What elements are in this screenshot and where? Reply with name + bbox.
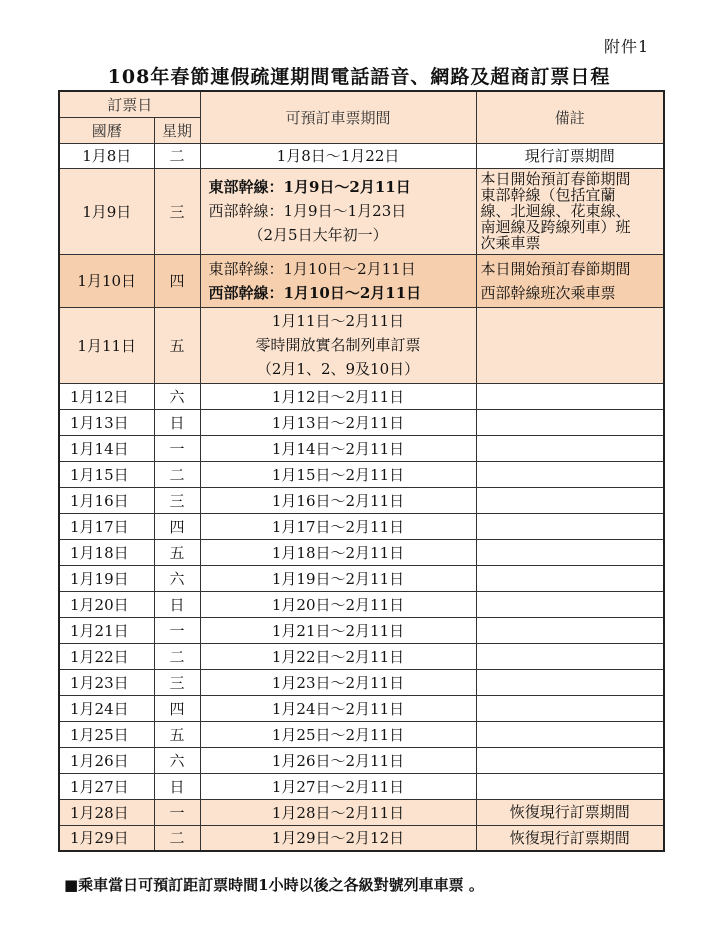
header-period: 可預訂車票期間 [200,91,476,143]
weekday-cell: 二 [154,825,200,851]
period-cell: 1月27日～2月11日 [200,773,476,799]
weekday-cell: 日 [154,409,200,435]
period-cell [200,168,476,254]
remark-cell [476,383,664,409]
table-row [59,168,664,254]
period-cell [200,307,476,383]
table-row [59,307,664,383]
weekday-cell: 一 [154,617,200,643]
weekday-cell: 六 [154,565,200,591]
weekday-cell: 三 [154,669,200,695]
table-row [59,461,664,487]
date-cell: 1月23日 [59,669,154,695]
remark-cell: 恢復現行訂票期間 [476,799,664,825]
table-row [59,695,664,721]
remark-cell [476,695,664,721]
date-cell: 1月22日 [59,643,154,669]
period-cell: 1月16日～2月11日 [200,487,476,513]
weekday-cell: 二 [154,461,200,487]
period-line: （2月5日大年初一） [248,226,388,244]
period-cell: 1月28日～2月11日 [200,799,476,825]
period-cell: 1月14日～2月11日 [200,435,476,461]
weekday-cell: 四 [154,254,200,307]
date-cell: 1月16日 [59,487,154,513]
date-cell: 1月14日 [59,435,154,461]
date-cell: 1月11日 [59,307,154,383]
table-row [59,669,664,695]
footer-note: ■乘車當日可預訂距訂票時間1小時以後之各級對號列車車票 。 [64,876,484,894]
date-cell: 1月24日 [59,695,154,721]
remark-cell [476,409,664,435]
date-cell: 1月29日 [59,825,154,851]
remark-cell [476,487,664,513]
weekday-cell: 二 [154,643,200,669]
period-cell: 1月13日～2月11日 [200,409,476,435]
weekday-cell: 日 [154,773,200,799]
period-cell: 1月24日～2月11日 [200,695,476,721]
date-cell: 1月10日 [59,254,154,307]
table-row [59,799,664,825]
period-cell: 1月15日～2月11日 [200,461,476,487]
date-cell: 1月20日 [59,591,154,617]
period-line: 零時開放實名制列車訂票 [255,336,421,354]
date-cell: 1月18日 [59,539,154,565]
header-date: 國曆 [59,117,154,143]
weekday-cell: 一 [154,799,200,825]
period-cell: 1月23日～2月11日 [200,669,476,695]
table-row [59,617,664,643]
period-cell [200,254,476,307]
remark-cell [476,539,664,565]
table-row [59,825,664,851]
date-cell: 1月15日 [59,461,154,487]
weekday-cell: 五 [154,307,200,383]
date-cell: 1月9日 [59,168,154,254]
date-cell: 1月27日 [59,773,154,799]
remark-cell [476,461,664,487]
period-cell: 1月12日～2月11日 [200,383,476,409]
weekday-cell: 三 [154,168,200,254]
period-line: 西部幹線：1月10日～2月11日 [208,283,422,302]
header-remark: 備註 [476,91,664,143]
period-line: 1月11日～2月11日 [271,312,405,330]
remark-cell [476,773,664,799]
date-cell: 1月12日 [59,383,154,409]
weekday-cell: 六 [154,747,200,773]
remark-cell: 現行訂票期間 [476,143,664,168]
table-row [59,747,664,773]
table-row [59,409,664,435]
date-cell: 1月26日 [59,747,154,773]
remark-line: 次乘車票 [480,234,541,252]
remark-cell: 恢復現行訂票期間 [476,825,664,851]
table-row [59,487,664,513]
remark-cell [476,435,664,461]
period-line: 東部幹線：1月9日～2月11日 [208,178,411,196]
weekday-cell: 五 [154,539,200,565]
weekday-cell: 四 [154,513,200,539]
remark-line: 本日開始預訂春節期間 [480,259,631,278]
period-cell: 1月20日～2月11日 [200,591,476,617]
table-row [59,143,664,168]
table-row [59,721,664,747]
attachment-label: 附件1 [604,37,650,56]
date-cell: 1月25日 [59,721,154,747]
weekday-cell: 五 [154,721,200,747]
table-row [59,513,664,539]
remark-line: 線、北迴線、花東線、 [480,202,631,220]
period-cell: 1月17日～2月11日 [200,513,476,539]
remark-cell [476,307,664,383]
remark-cell [476,591,664,617]
table-row [59,643,664,669]
date-cell: 1月21日 [59,617,154,643]
page-title: 108年春節連假疏運期間電話語音、網路及超商訂票日程 [107,66,611,88]
remark-cell [476,565,664,591]
period-cell: 1月29日～2月12日 [200,825,476,851]
weekday-cell: 一 [154,435,200,461]
period-cell: 1月22日～2月11日 [200,643,476,669]
weekday-cell: 三 [154,487,200,513]
period-cell: 1月8日～1月22日 [200,143,476,168]
table-row [59,539,664,565]
date-cell: 1月8日 [59,143,154,168]
remark-cell [476,254,664,307]
table-row [59,254,664,307]
period-line: 東部幹線：1月10日～2月11日 [208,259,416,278]
schedule-table [58,90,665,852]
header-booking-day: 訂票日 [59,91,200,117]
date-cell: 1月17日 [59,513,154,539]
remark-cell [476,168,664,254]
weekday-cell: 日 [154,591,200,617]
period-cell: 1月18日～2月11日 [200,539,476,565]
remark-cell [476,643,664,669]
date-cell: 1月13日 [59,409,154,435]
table-row [59,773,664,799]
remark-cell [476,669,664,695]
table-row [59,435,664,461]
remark-line: 西部幹線班次乘車票 [480,283,616,302]
period-line: 西部幹線：1月9日～1月23日 [208,202,407,220]
header-weekday: 星期 [154,117,200,143]
period-cell: 1月19日～2月11日 [200,565,476,591]
weekday-cell: 四 [154,695,200,721]
period-cell: 1月21日～2月11日 [200,617,476,643]
date-cell: 1月19日 [59,565,154,591]
remark-cell [476,513,664,539]
weekday-cell: 六 [154,383,200,409]
table-row [59,591,664,617]
table-row [59,565,664,591]
weekday-cell: 二 [154,143,200,168]
table-row [59,383,664,409]
remark-line: 南迴線及跨線列車）班 [480,218,631,236]
remark-line: 本日開始預訂春節期間 [480,170,631,188]
remark-cell [476,747,664,773]
period-cell: 1月26日～2月11日 [200,747,476,773]
remark-line: 東部幹線（包括宜蘭 [480,186,616,204]
remark-cell [476,617,664,643]
period-cell: 1月25日～2月11日 [200,721,476,747]
date-cell: 1月28日 [59,799,154,825]
remark-cell [476,721,664,747]
period-line: （2月1、2、9及10日） [256,360,420,378]
